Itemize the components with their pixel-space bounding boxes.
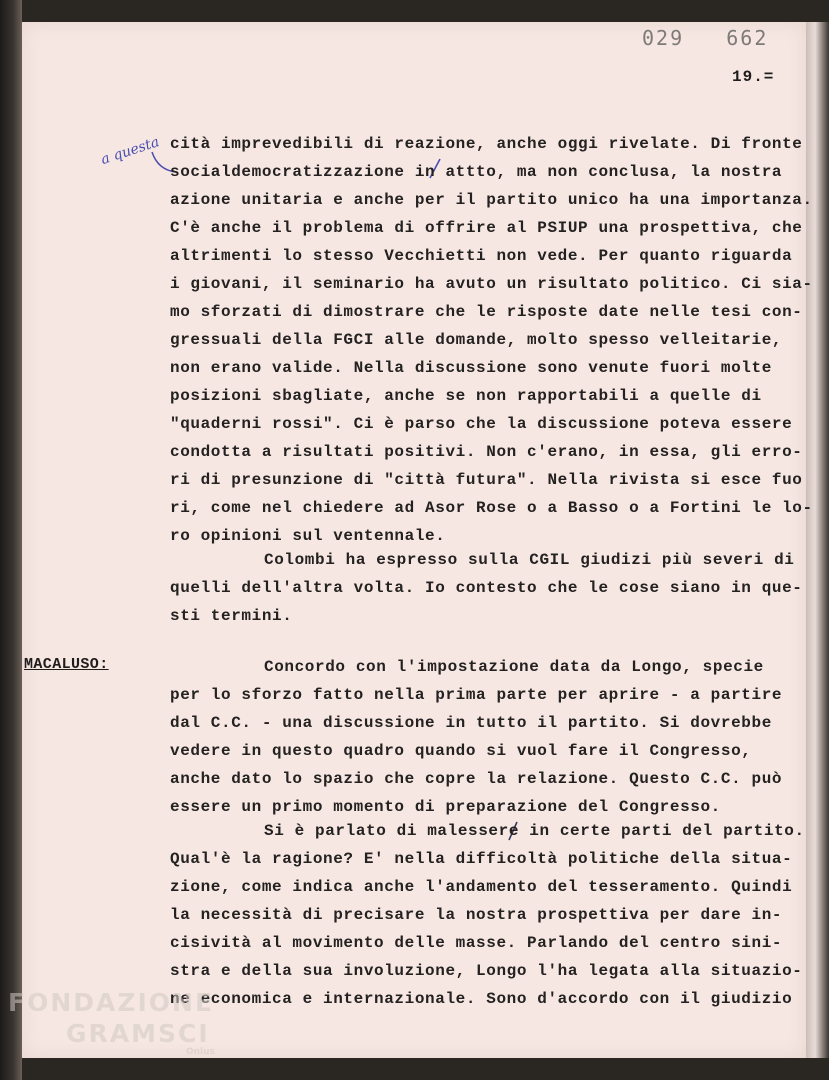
watermark-line: GRAMSCI — [66, 1019, 210, 1048]
page-number: 19.= — [732, 68, 775, 86]
watermark-logo — [8, 990, 215, 1057]
paragraph-line: Concordo con l'impostazione data da Longo, specie — [264, 658, 764, 676]
paragraph-line: la necessità di precisare la nostra prospettiva per dare in- — [170, 906, 783, 924]
paragraph-line: "quaderni rossi". Ci è parso che la discussione poteva essere — [170, 415, 793, 433]
paragraph-line: stra e della sua involuzione, Longo l'ha legata alla situazio- — [170, 962, 803, 980]
handwritten-annotation: a questa — [99, 134, 162, 168]
paragraph-line: essere un primo momento di preparazione del Congresso. — [170, 798, 721, 816]
paragraph-line: ri di presunzione di "città futura". Nella rivista si esce fuo — [170, 471, 803, 489]
paragraph-line: anche dato lo spazio che copre la relazione. Questo C.C. può — [170, 770, 783, 788]
paragraph-line: zione, come indica anche l'andamento del tesseramento. Quindi — [170, 878, 793, 896]
page-right-edge — [806, 22, 829, 1058]
paragraph-line: socialdemocratizzazione in attto, ma non conclusa, la nostra — [170, 163, 783, 181]
paragraph-line: posizioni sbagliate, anche se non rapportabili a quelle di — [170, 387, 762, 405]
paragraph-line: vedere in questo quadro quando si vuol fare il Congresso, — [170, 742, 752, 760]
paragraph-line: i giovani, il seminario ha avuto un risultato politico. Ci sia- — [170, 275, 813, 293]
paragraph-line: mo sforzati di dimostrare che le risposte date nelle tesi con- — [170, 303, 803, 321]
paragraph-line: cisività al movimento delle masse. Parlando del centro sini- — [170, 934, 783, 952]
archive-number: 029 662 — [642, 26, 769, 50]
paragraph-line: C'è anche il problema di offrire al PSIUP una prospettiva, che — [170, 219, 803, 237]
paragraph-line: per lo sforzo fatto nella prima parte per aprire - a partire — [170, 686, 783, 704]
paragraph-line: condotta a risultati positivi. Non c'erano, in essa, gli erro- — [170, 443, 803, 461]
paragraph-line: non erano valide. Nella discussione sono venute fuori molte — [170, 359, 772, 377]
paragraph-line: altrimenti lo stesso Vecchietti non vede. Per quanto riguarda — [170, 247, 793, 265]
paragraph-line: cità imprevedibili di reazione, anche oggi rivelate. Di fronte — [170, 135, 803, 153]
page-bottom-edge — [22, 1058, 829, 1080]
watermark-line: Onlus — [186, 1047, 215, 1057]
paragraph-line: ne economica e internazionale. Sono d'accordo con il giudizio — [170, 990, 793, 1008]
paragraph-line: sti termini. — [170, 607, 293, 625]
paragraph-line: Colombi ha espresso sulla CGIL giudizi più severi di — [264, 551, 795, 569]
paragraph-line: ri, come nel chiedere ad Asor Rose o a Basso o a Fortini le lo- — [170, 499, 813, 517]
watermark-line: FONDAZIONE — [8, 988, 215, 1017]
paragraph-line: ro opinioni sul ventennale. — [170, 527, 446, 545]
paragraph-line: azione unitaria e anche per il partito unico ha una importanza. — [170, 191, 813, 209]
paragraph-line: dal C.C. - una discussione in tutto il partito. Si dovrebbe — [170, 714, 772, 732]
paragraph-line: Qual'è la ragione? E' nella difficoltà politiche della situa- — [170, 850, 793, 868]
paragraph-line: Si è parlato di malessere in certe parti del partito. — [264, 822, 805, 840]
binding-edge — [0, 0, 22, 1080]
speaker-name: MACALUSO: — [24, 656, 109, 673]
paragraph-line: gressuali della FGCI alle domande, molto spesso velleitarie, — [170, 331, 783, 349]
paragraph-line: quelli dell'altra volta. Io contesto che le cose siano in que- — [170, 579, 803, 597]
